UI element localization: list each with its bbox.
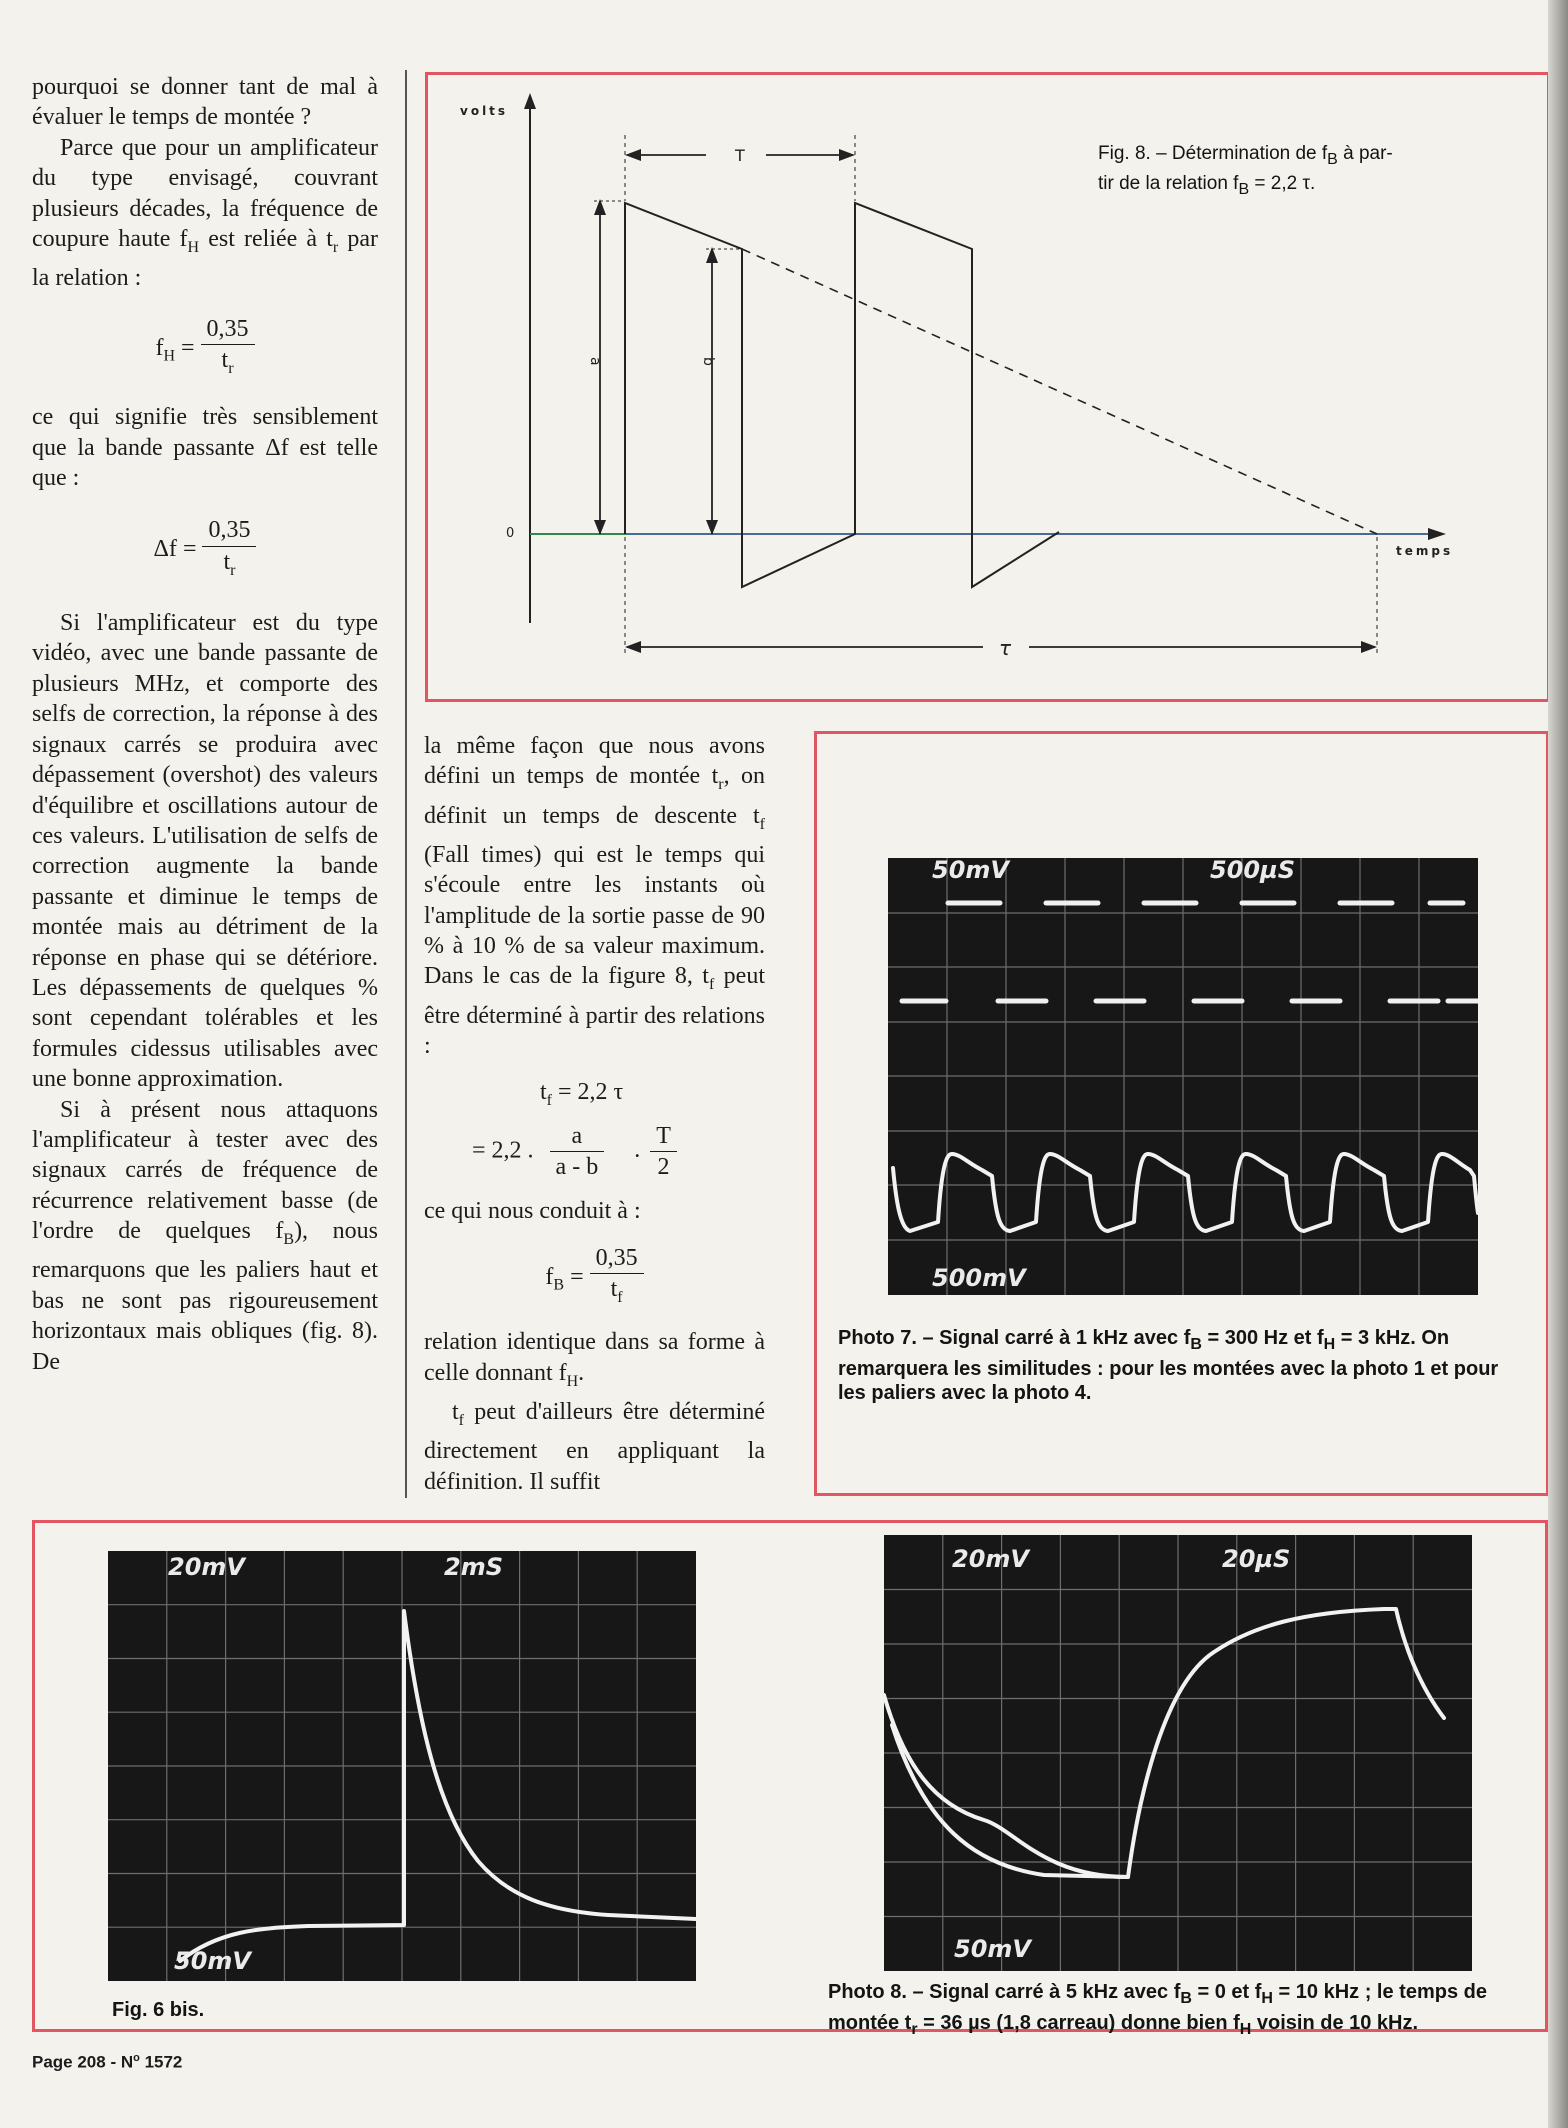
column-divider	[405, 70, 407, 1498]
photo8-caption: Photo 8. – Signal carré à 5 kHz avec $f_B = 0$ et $f_H = 10$ kHz ; le temps de montée $t_r = 36$ µs (1,8 carreau) donne bien $f_H$ voisin de 10 kHz.	[828, 1981, 1487, 2038]
decay-extrapolation	[742, 249, 1377, 534]
scope-label-time: 500µS	[1210, 858, 1296, 884]
formula-fb: $f_B$ = $\frac{0,35}{t_f}$	[424, 1243, 765, 1314]
sawtooth-waveform	[625, 203, 1059, 587]
response-trace	[893, 1154, 1478, 1231]
scope-label-volts: 50mV	[932, 858, 1009, 884]
page-footer: Page $208 - N^o$ 1572	[32, 2052, 183, 2072]
b-label: b	[700, 357, 716, 366]
formula-tf: $t_f = 2,2$ τ	[540, 1079, 624, 1110]
scope-label-volts-2: 50mV	[174, 1947, 251, 1975]
fig6bis-caption: Fig. 6 bis.	[112, 1999, 205, 2021]
y-axis-label: volts	[460, 104, 509, 118]
x-axis-arrow	[1428, 528, 1446, 540]
zero-label: 0	[506, 526, 515, 541]
tau-label: τ	[999, 636, 1012, 660]
paragraph: Parce que pour un amplificateur du type envisagé, couvrant plusieurs décades, la fréquence de coupure haute $f_H$ est reliée à $t_r$ par la relation :	[32, 134, 378, 292]
response-trace	[884, 1609, 1444, 1877]
photo8-oscilloscope	[884, 1535, 1472, 1971]
paragraph: pourquoi se donner tant de mal à évaluer le temps de montée ?	[32, 74, 378, 131]
formula-fh: $f_H$ = $\frac{0,35}{t_r}$	[32, 314, 378, 385]
y-axis-arrow	[524, 93, 536, 109]
scope-label-time: 2mS	[444, 1553, 503, 1581]
response-trace-base	[892, 1725, 1128, 1877]
page-edge-shadow	[1548, 0, 1568, 2128]
left-column	[32, 72, 378, 1377]
scope-graticule	[884, 1535, 1472, 1971]
paragraph: $t_f$ peut d'ailleurs être déterminé directement en appliquant la définition. Il suffit	[424, 1399, 765, 1495]
scope-graticule	[888, 858, 1478, 1295]
scope-label-volts-2: 50mV	[954, 1935, 1031, 1963]
scope-label-volts: 20mV	[168, 1553, 245, 1581]
paragraph: Si l'amplificateur est du type vidéo, avec une bande passante de plusieurs MHz, et comporte des selfs de correction, la réponse à des signaux carrés se produira avec dépassement (overshot) des valeurs d'équilibre et oscillations autour de ces valeurs. L'utilisation de selfs de correction augmente la bande passante et diminue le temps de montée mais au détriment de la réponse en phase qui se détériore. Les dépassements de quelques % sont cependant tolérables et les formules cidessus utilisables avec une bonne approximation.	[32, 610, 378, 1093]
response-trace	[180, 1611, 696, 1961]
paragraph: la même façon que nous avons défini un temps de montée $t_r$, on définit un temps de descente $t_f$ (Fall times) qui est le temps qui s'écoule entre les instants où l'amplitude de la sortie passe de 90 % à 10 % de sa valeur maximum. Dans le cas de la figure 8, $t_f$ peut être déterminé à partir des relations :	[424, 733, 766, 1060]
formula-tf-expanded: = 2,2 . $\frac{a}{a - b}$ . $\frac{T}{2}$	[424, 1121, 765, 1183]
a-label: a	[587, 357, 603, 366]
paragraph: ce qui signifie très sensiblement que la bande passante Δf est telle que :	[32, 404, 378, 492]
paragraph: ce qui nous conduit à :	[424, 1198, 641, 1225]
x-axis-label: temps	[1396, 544, 1454, 558]
paragraph: Si à présent nous attaquons l'amplificateur à tester avec des signaux carrés de fréquence de récurrence relativement basse (de l'ordre de quelques $f_B$), nous remarquons que les paliers haut et bas ne sont pas rigoureusement horizontaux mais obliques (fig. 8). De	[32, 1096, 378, 1375]
top-square-trace	[902, 903, 1478, 1001]
paragraph: relation identique dans sa forme à celle donnant $f_H$.	[424, 1329, 765, 1390]
fig8-caption: Fig. 8. – Détermination de $f_B$ à par- tir de la relation $f_B = 2,2$ τ.	[1098, 143, 1393, 198]
photo7-caption: Photo 7. – Signal carré à 1 kHz avec $f_B = 300$ Hz et $f_H = 3$ kHz. On remarquera les similitudes : pour les montées avec la photo 1 et pour les paliers avec la photo 4.	[838, 1327, 1499, 1404]
middle-column	[424, 731, 765, 1497]
scope-label-volts-2: 500mV	[932, 1264, 1026, 1292]
scope-label-volts: 20mV	[952, 1545, 1029, 1573]
T-label: T	[735, 146, 745, 165]
photo7-oscilloscope	[888, 858, 1478, 1295]
formula-delta-f: Δf = $\frac{0,35}{t_r}$	[32, 515, 378, 586]
fig6bis-oscilloscope	[108, 1551, 696, 1981]
scope-label-time: 20µS	[1222, 1545, 1291, 1573]
